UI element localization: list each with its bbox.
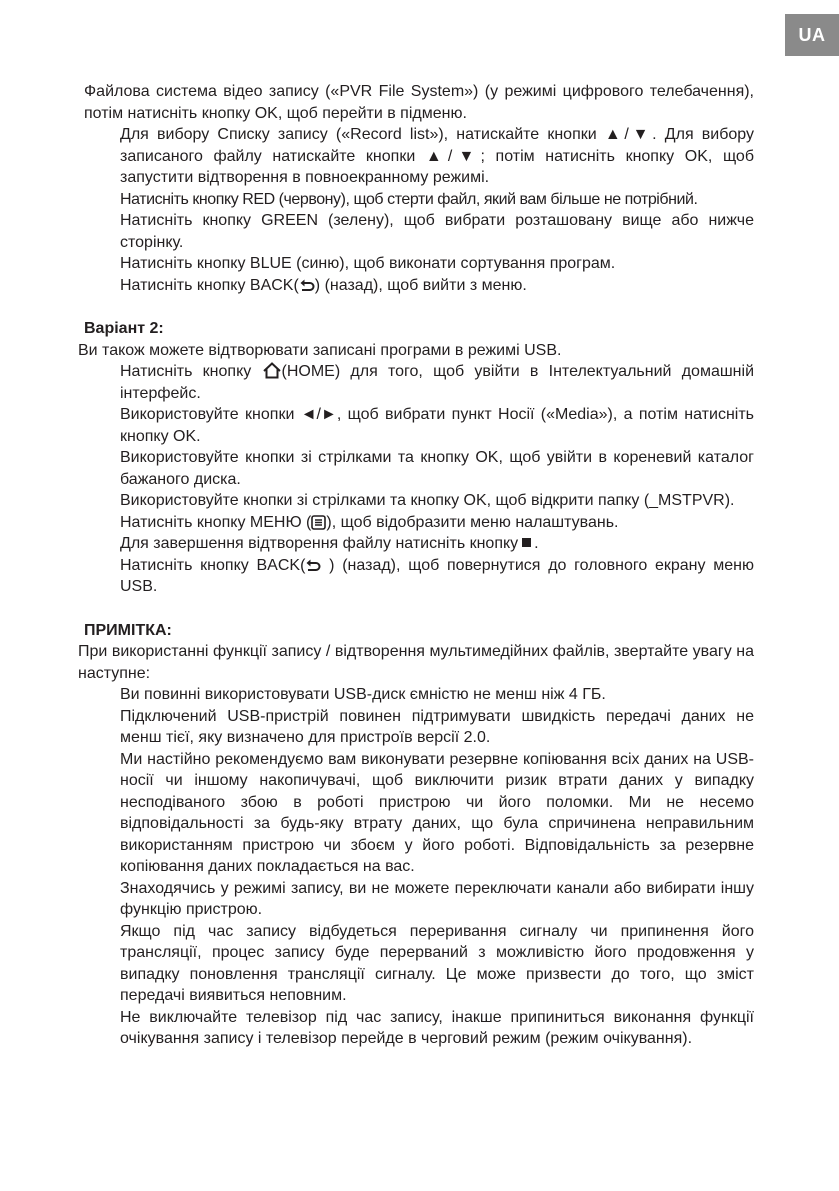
instruction-red-button: Натисніть кнопку RED (червону), щоб стерти файл, який вам більше не потрібний. bbox=[120, 190, 698, 208]
variant2-lead: Ви також можете відтворювати записані програми в режимі USB. bbox=[78, 341, 562, 359]
instruction-text: Натисніть кнопку BACK( bbox=[120, 276, 299, 294]
note-item: Якщо під час запису відбудеться переривання сигналу чи припинення його трансляції, процес запису буде перерваний з можливістю його продовження у випадку поновлення трансляції сигналу. Це може призвести до того, що зміст передачі виявиться неповним. bbox=[120, 922, 754, 1004]
note-item: Ми настійно рекомендуємо вам виконувати резервне копіювання всіх даних на USB-носії чи іншому накопичувачі, щоб виключити ризик втрати даних у випадку несподіваного збою в роботі пристрою чи його поломки. Ми не несемо відповідальності за будь-яку втрату даних, що була спричинена неправильним використанням пристрою чи збоєм у його роботі. Відповідальність за резервне копіювання даних покладається на вас. bbox=[120, 750, 754, 875]
stop-icon bbox=[522, 538, 531, 547]
step-text: Натисніть кнопку BACK( bbox=[120, 556, 306, 574]
instruction-back-button bbox=[84, 275, 754, 297]
note-heading: ПРИМІТКА: bbox=[84, 621, 172, 639]
step-media: Використовуйте кнопки ◄/►, щоб вибрати пункт Носії («Media»), а потім натисніть кнопку OK. bbox=[120, 406, 754, 445]
note-item: Не виключайте телевізор під час запису, інакше припиниться виконання функції очікування запису і телевізор перейде в черговий режим (режим очікування). bbox=[120, 1008, 754, 1047]
back-icon bbox=[305, 559, 321, 573]
menu-icon bbox=[311, 515, 326, 530]
step-menu bbox=[84, 512, 754, 534]
step-open-folder: Використовуйте кнопки зі стрілками та кнопку OK, щоб відкрити папку (_MSTPVR). bbox=[120, 492, 735, 509]
instruction-blue-button: Натисніть кнопку BLUE (синю), щоб виконати сортування програм. bbox=[120, 255, 616, 272]
back-icon bbox=[299, 279, 315, 293]
note-lead: При використанні функції запису / відтворення мультимедійних файлів, звертайте увагу на наступне: bbox=[78, 643, 754, 682]
step-text: Для завершення відтворення файлу натисніть кнопку bbox=[120, 535, 519, 552]
intro-paragraph: Файлова система відео запису («PVR File System») (у режимі цифрового телебачення), потім натисніть кнопку OK, щоб перейти в підменю. bbox=[84, 83, 754, 122]
note-item: Знаходячись у режимі запису, ви не можете переключати канали або вибирати іншу функцію пристрою. bbox=[120, 879, 754, 918]
step-text: ), щоб відобразити меню налаштувань. bbox=[326, 513, 619, 531]
step-text: ) (назад), щоб повернутися до головного екрану меню USB. bbox=[120, 556, 755, 595]
home-icon bbox=[262, 362, 282, 379]
step-root-dir: Використовуйте кнопки зі стрілками та кнопку OK, щоб увійти в кореневий каталог бажаного диска. bbox=[120, 449, 754, 488]
instruction-text: ) (назад), щоб вийти з меню. bbox=[314, 276, 527, 294]
step-home bbox=[84, 361, 754, 404]
step-back bbox=[84, 555, 754, 598]
page-content bbox=[78, 81, 755, 1050]
note-item: Ви повинні використовувати USB-диск ємністю не менш ніж 4 ГБ. bbox=[120, 686, 606, 703]
language-tab: UA bbox=[785, 14, 839, 56]
step-stop bbox=[84, 533, 754, 555]
instruction-record-list: Для вибору Списку запису («Record list»), натискайте кнопки ▲/▼. Для вибору записаного файлу натискайте кнопки ▲/▼; потім натисніть кнопку OK, щоб запустити відтворення в повноекранному режимі. bbox=[120, 126, 754, 186]
instruction-green-button: Натисніть кнопку GREEN (зелену), щоб вибрати розташовану вище або нижче сторінку. bbox=[120, 212, 754, 251]
variant2-heading: Варіант 2: bbox=[84, 320, 164, 337]
step-text: Натисніть кнопку bbox=[120, 363, 262, 380]
step-text: Натисніть кнопку МЕНЮ ( bbox=[120, 513, 312, 531]
step-text: . bbox=[534, 535, 539, 552]
step-text: (HOME) для того, щоб увійти в Інтелектуальний домашній інтерфейс. bbox=[120, 363, 755, 402]
note-item: Підключений USB-пристрій повинен підтримувати швидкість передачі даних не менш тієї, яку визначено для пристроїв версії 2.0. bbox=[120, 707, 754, 746]
